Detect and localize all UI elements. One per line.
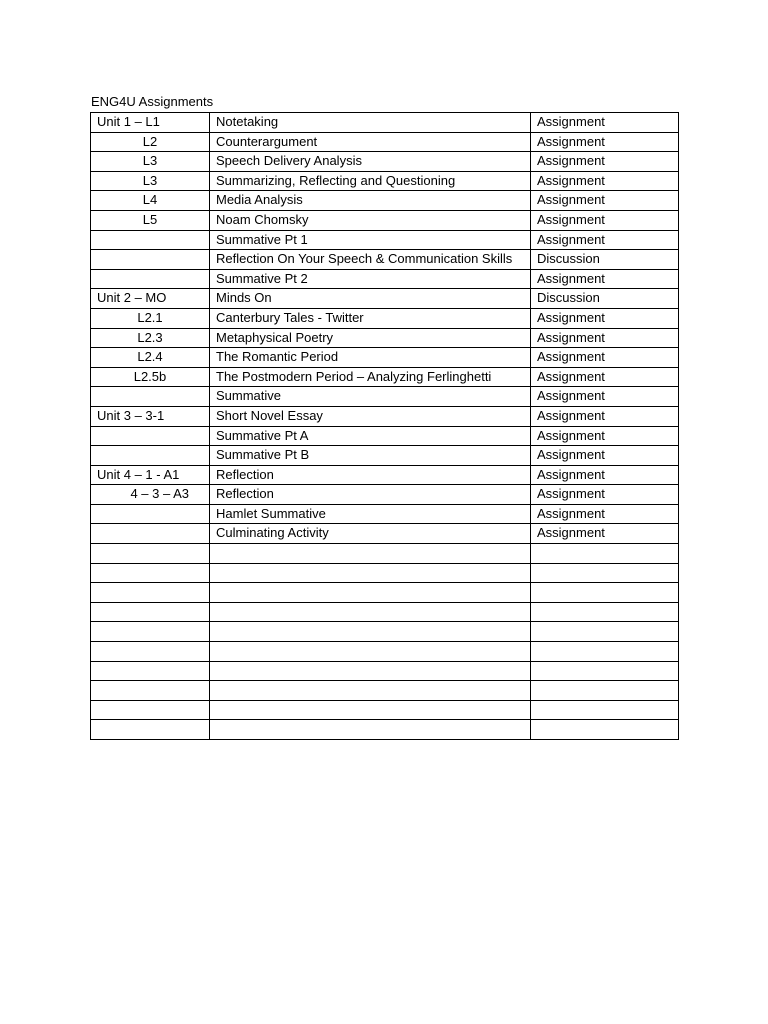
title-cell: Metaphysical Poetry <box>210 328 531 348</box>
table-row <box>91 113 679 133</box>
title-cell: Short Novel Essay <box>210 406 531 426</box>
type-cell: Assignment <box>531 406 679 426</box>
unit-cell: L2.5b <box>91 367 210 387</box>
unit-cell <box>91 230 210 250</box>
assignments-table <box>90 112 679 740</box>
empty-cell <box>210 681 531 701</box>
empty-table-row <box>91 681 679 701</box>
empty-cell <box>210 583 531 603</box>
empty-cell <box>210 563 531 583</box>
title-cell: Canterbury Tales - Twitter <box>210 308 531 328</box>
empty-cell <box>91 602 210 622</box>
type-cell: Assignment <box>531 328 679 348</box>
table-row <box>91 308 679 328</box>
table-row <box>91 387 679 407</box>
type-cell: Assignment <box>531 132 679 152</box>
unit-cell: Unit 2 – MO <box>91 289 210 309</box>
table-row <box>91 152 679 172</box>
type-cell: Assignment <box>531 171 679 191</box>
table-row <box>91 328 679 348</box>
empty-table-row <box>91 602 679 622</box>
empty-cell <box>91 642 210 662</box>
title-cell: Summative Pt 1 <box>210 230 531 250</box>
table-row <box>91 524 679 544</box>
unit-cell <box>91 387 210 407</box>
empty-cell <box>91 583 210 603</box>
type-cell: Assignment <box>531 524 679 544</box>
empty-cell <box>91 544 210 564</box>
empty-cell <box>531 602 679 622</box>
table-row <box>91 426 679 446</box>
unit-cell: L3 <box>91 171 210 191</box>
title-cell: Reflection On Your Speech & Communication Skills <box>210 250 531 270</box>
empty-cell <box>531 544 679 564</box>
table-row <box>91 446 679 466</box>
type-cell: Assignment <box>531 230 679 250</box>
empty-cell <box>531 622 679 642</box>
title-cell: The Postmodern Period – Analyzing Ferlinghetti <box>210 367 531 387</box>
unit-cell <box>91 446 210 466</box>
empty-cell <box>210 602 531 622</box>
table-row <box>91 250 679 270</box>
title-cell: Speech Delivery Analysis <box>210 152 531 172</box>
type-cell: Assignment <box>531 210 679 230</box>
empty-cell <box>91 622 210 642</box>
type-cell: Assignment <box>531 426 679 446</box>
unit-cell: L2 <box>91 132 210 152</box>
title-cell: Minds On <box>210 289 531 309</box>
empty-table-row <box>91 544 679 564</box>
empty-cell <box>531 563 679 583</box>
title-cell: Noam Chomsky <box>210 210 531 230</box>
empty-cell <box>91 720 210 740</box>
table-row <box>91 367 679 387</box>
title-cell: Reflection <box>210 485 531 505</box>
empty-cell <box>531 661 679 681</box>
type-cell: Assignment <box>531 308 679 328</box>
unit-cell <box>91 524 210 544</box>
empty-table-row <box>91 622 679 642</box>
empty-table-row <box>91 661 679 681</box>
empty-cell <box>531 720 679 740</box>
unit-cell: Unit 3 – 3-1 <box>91 406 210 426</box>
title-cell: Media Analysis <box>210 191 531 211</box>
title-cell: Culminating Activity <box>210 524 531 544</box>
title-cell: Counterargument <box>210 132 531 152</box>
empty-cell <box>91 661 210 681</box>
empty-cell <box>210 720 531 740</box>
empty-cell <box>91 563 210 583</box>
empty-cell <box>210 622 531 642</box>
table-row <box>91 289 679 309</box>
type-cell: Assignment <box>531 367 679 387</box>
empty-cell <box>210 661 531 681</box>
type-cell: Assignment <box>531 348 679 368</box>
unit-cell: Unit 4 – 1 - A1 <box>91 465 210 485</box>
title-cell: The Romantic Period <box>210 348 531 368</box>
type-cell: Assignment <box>531 387 679 407</box>
type-cell: Assignment <box>531 191 679 211</box>
table-row <box>91 269 679 289</box>
type-cell: Discussion <box>531 250 679 270</box>
empty-table-row <box>91 720 679 740</box>
empty-table-row <box>91 563 679 583</box>
table-row <box>91 485 679 505</box>
table-row <box>91 210 679 230</box>
type-cell: Assignment <box>531 485 679 505</box>
title-cell: Summative Pt B <box>210 446 531 466</box>
title-cell: Summative Pt A <box>210 426 531 446</box>
title-cell: Summative <box>210 387 531 407</box>
unit-cell <box>91 269 210 289</box>
unit-cell: L2.1 <box>91 308 210 328</box>
type-cell: Discussion <box>531 289 679 309</box>
empty-table-row <box>91 642 679 662</box>
document-title: ENG4U Assignments <box>91 94 214 109</box>
empty-cell <box>210 642 531 662</box>
title-cell: Summarizing, Reflecting and Questioning <box>210 171 531 191</box>
empty-cell <box>531 642 679 662</box>
empty-cell <box>91 700 210 720</box>
empty-cell <box>531 681 679 701</box>
unit-cell <box>91 426 210 446</box>
title-cell: Summative Pt 2 <box>210 269 531 289</box>
empty-cell <box>210 700 531 720</box>
unit-cell: Unit 1 – L1 <box>91 113 210 133</box>
type-cell: Assignment <box>531 504 679 524</box>
type-cell: Assignment <box>531 465 679 485</box>
empty-cell <box>91 681 210 701</box>
type-cell: Assignment <box>531 113 679 133</box>
title-cell: Notetaking <box>210 113 531 133</box>
table-row <box>91 465 679 485</box>
type-cell: Assignment <box>531 446 679 466</box>
table-row <box>91 348 679 368</box>
unit-cell: L3 <box>91 152 210 172</box>
table-row <box>91 191 679 211</box>
unit-cell: L2.3 <box>91 328 210 348</box>
empty-table-row <box>91 700 679 720</box>
unit-cell <box>91 504 210 524</box>
table-row <box>91 171 679 191</box>
unit-cell: L4 <box>91 191 210 211</box>
empty-cell <box>210 544 531 564</box>
unit-cell: L5 <box>91 210 210 230</box>
title-cell: Reflection <box>210 465 531 485</box>
table-row <box>91 132 679 152</box>
unit-cell: L2.4 <box>91 348 210 368</box>
title-cell: Hamlet Summative <box>210 504 531 524</box>
table-row <box>91 406 679 426</box>
empty-cell <box>531 700 679 720</box>
unit-cell: 4 – 3 – A3 <box>91 485 210 505</box>
type-cell: Assignment <box>531 269 679 289</box>
type-cell: Assignment <box>531 152 679 172</box>
table-row <box>91 504 679 524</box>
empty-table-row <box>91 583 679 603</box>
empty-cell <box>531 583 679 603</box>
unit-cell <box>91 250 210 270</box>
table-row <box>91 230 679 250</box>
